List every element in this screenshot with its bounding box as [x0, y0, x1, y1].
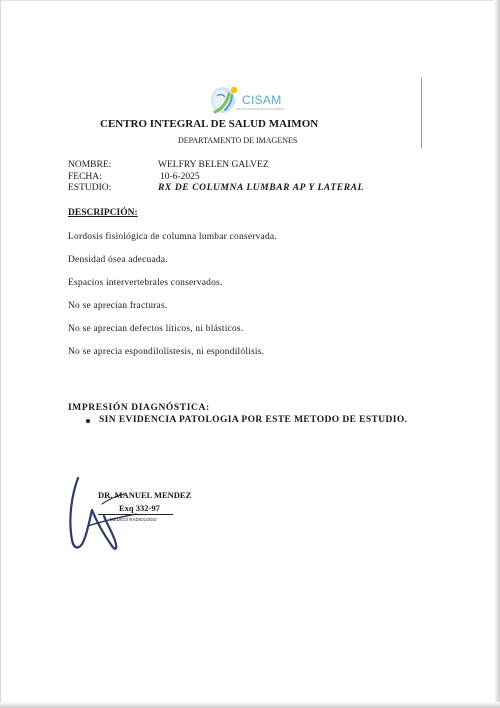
impression-title: IMPRESIÓN DIAGNÓSTICA:	[68, 403, 210, 413]
finding-item: Espacios intervertebrales conservados.	[68, 278, 223, 288]
doctor-name: DR. MANUEL MENDEZ	[98, 490, 192, 500]
finding-item: No se aprecia espondilolistesis, ni espondilólisis.	[68, 347, 265, 357]
finding-item: Densidad ósea adecuada.	[68, 255, 168, 265]
impression-item	[86, 415, 407, 425]
page-shadow-bottom	[0, 702, 500, 708]
date-label: FECHA:	[68, 172, 102, 182]
impression-item-text: SIN EVIDENCIA PATOLOGIA POR ESTE METODO DE ESTUDIO.	[99, 415, 408, 425]
finding-item: No se aprecian defectos líticos, ni blásticos.	[68, 324, 244, 334]
finding-item: No se aprecian fracturas.	[68, 301, 168, 311]
doctor-license: Exq 332-97	[119, 503, 160, 513]
page-shadow-right	[494, 0, 500, 708]
study-value: RX DE COLUMNA LUMBAR AP Y LATERAL	[158, 183, 364, 193]
signature-line	[98, 514, 173, 515]
logo-wordmark: CISAM	[242, 93, 282, 107]
department-name: DEPARTAMENTO DE IMAGENES	[178, 136, 298, 145]
page-border-left	[0, 0, 1, 708]
bullet-icon	[86, 419, 90, 423]
study-label: ESTUDIO:	[68, 183, 112, 193]
handwritten-signature-icon	[66, 474, 186, 558]
logo-subtitle: CENTRO INTEGRAL DE SALUD MAIMON	[236, 108, 284, 111]
description-title: DESCRIPCIÓN:	[68, 208, 138, 218]
name-label: NOMBRE:	[68, 160, 112, 170]
finding-item: Lordosis fisiológica de columna lumbar conservada.	[68, 232, 277, 242]
organization-name: CENTRO INTEGRAL DE SALUD MAIMON	[100, 118, 319, 130]
impression-list	[86, 415, 407, 425]
page-border-top	[0, 0, 500, 1]
name-value: WELFRY BELEN GALVEZ	[158, 160, 269, 170]
header-vertical-rule	[421, 78, 422, 148]
date-value: 10-6-2025	[160, 172, 200, 182]
doctor-role: MEDICO RADIOLOGO	[110, 517, 157, 522]
